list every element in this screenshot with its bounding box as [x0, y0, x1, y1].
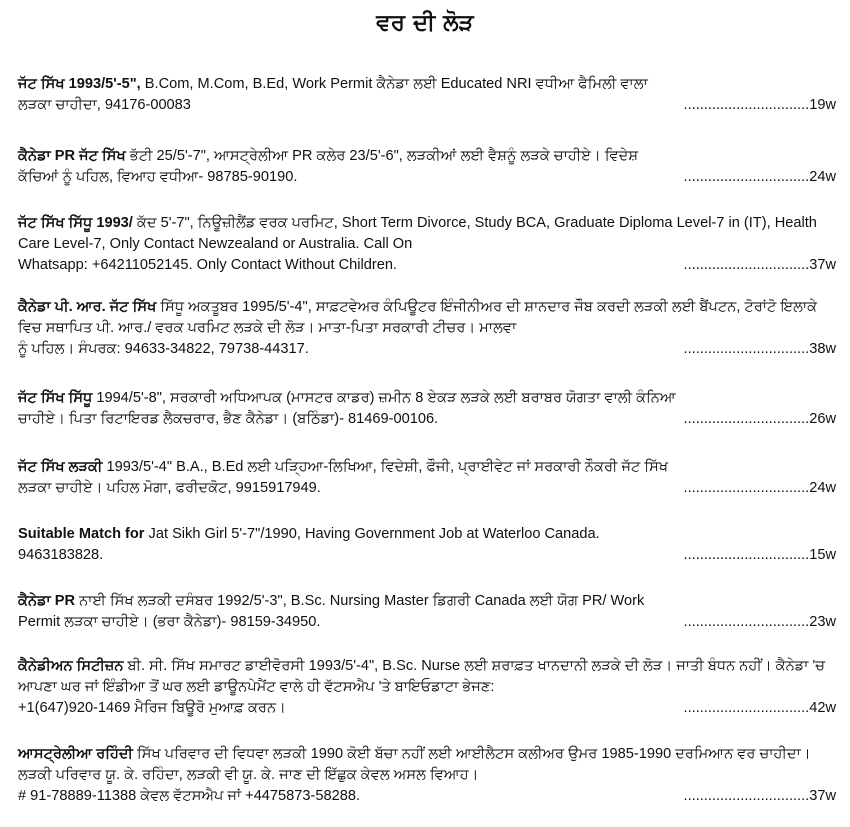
- ad-text: [18, 213, 836, 255]
- ad-contact: ਲੜਕਾ ਚਾਹੀਏ। ਪਹਿਲ ਮੋਗਾ, ਫਰੀਦਕੋਟ, 9915917949.: [18, 480, 321, 496]
- ad-last-line: [18, 478, 836, 499]
- ad-lead: ਜੱਟ ਸਿੱਖ ਸਿੱਧੂ 1993/: [18, 215, 133, 231]
- classified-ad: [18, 744, 836, 807]
- ad-body: ਕੱਦ 5'-7", ਨਿਊਜ਼ੀਲੈਂਡ ਵਰਕ ਪਰਮਿਟ, Short Term Divorce, Study BCA, Graduate Diploma Level-7 in (IT), Health Care Level-7, Only Contact Newzealand or Australia. Call On: [18, 215, 817, 252]
- ad-lead: ਜੱਟ ਸਿੱਖ 1993/5'-5",: [18, 76, 141, 92]
- classified-ad: [18, 591, 836, 633]
- ad-lead: ਆਸਟ੍ਰੇਲੀਆ ਰਹਿੰਦੀ: [18, 746, 133, 762]
- ad-lead: ਕੈਨੇਡੀਅਨ ਸਿਟੀਜ਼ਨ: [18, 658, 124, 674]
- classified-ad: [18, 213, 836, 276]
- ad-text: [18, 524, 836, 545]
- ad-lead: ਕੈਨੇਡਾ PR: [18, 593, 76, 609]
- ad-lead: Suitable Match for: [18, 526, 145, 542]
- ad-code: ...............................37w: [683, 257, 836, 273]
- ad-text: [18, 388, 836, 409]
- ad-code: ...............................38w: [683, 341, 836, 357]
- ad-last-line: [18, 95, 836, 116]
- ad-code: ...............................37w: [683, 788, 836, 804]
- ad-code: ...............................26w: [683, 411, 836, 427]
- ad-last-line: [18, 409, 836, 430]
- classified-ad: [18, 656, 836, 719]
- ad-code: ...............................24w: [683, 480, 836, 496]
- ad-contact: ਚਾਹੀਏ। ਪਿਤਾ ਰਿਟਾਇਰਡ ਲੈਕਚਰਾਰ, ਭੈਣ ਕੈਨੇਡਾ। (ਬਠਿੰਡਾ)- 81469-00106.: [18, 411, 439, 427]
- ad-last-line: [18, 545, 836, 566]
- ad-body: ਸਿੱਖ ਪਰਿਵਾਰ ਦੀ ਵਿਧਵਾ ਲੜਕੀ 1990 ਕੋਈ ਬੱਚਾ ਨਹੀਂ ਲਈ ਆਈਲੈਟਸ ਕਲੀਅਰ ਉਮਰ 1985-1990 ਦਰਮਿਆਨ ਵਰ ਚਾਹੀਦਾ। ਲੜਕੀ ਪਰਿਵਾਰ ਯੂ. ਕੇ. ਰਹਿੰਦਾ, ਲੜਕੀ ਵੀ ਯੂ. ਕੇ. ਜਾਣ ਦੀ ਇੱਛੁਕ ਕੇਵਲ ਅਸਲ ਵਿਆਹ।: [18, 746, 811, 783]
- ad-code: ...............................24w: [683, 169, 836, 185]
- ad-code: ...............................15w: [683, 547, 836, 563]
- ad-body: ਬੀ. ਸੀ. ਸਿੱਖ ਸਮਾਰਟ ਡਾਈਵੋਰਸੀ 1993/5'-4", B.Sc. Nurse ਲਈ ਸ਼ਰਾਫ਼ਤ ਖਾਨਦਾਨੀ ਲੜਕੇ ਦੀ ਲੋੜ। ਜਾਤੀ ਬੰਧਨ ਨਹੀਂ। ਕੈਨੇਡਾ 'ਚ ਆਪਣਾ ਘਰ ਜਾਂ ਇੰਡੀਆ ਤੋਂ ਘਰ ਲਈ ਡਾਊਨਪੇਮੈਂਟ ਵਾਲੇ ਹੀ ਵੱਟਸਐਪ 'ਤੇ ਬਾਇਓਡਾਟਾ ਭੇਜਣ:: [18, 658, 826, 695]
- ad-contact: 9463183828.: [18, 547, 104, 563]
- ad-text: [18, 591, 836, 612]
- ad-text: [18, 656, 836, 698]
- ad-lead: ਕੈਨੇਡਾ ਪੀ. ਆਰ. ਜੱਟ ਸਿੱਖ: [18, 299, 157, 315]
- ad-text: [18, 74, 836, 95]
- ad-body: 1993/5'-4" B.A., B.Ed ਲਈ ਪੜ੍ਹਿਆ-ਲਿਖਿਆ, ਵਿਦੇਸ਼ੀ, ਫੌਜੀ, ਪ੍ਰਾਈਵੇਟ ਜਾਂ ਸਰਕਾਰੀ ਨੌਕਰੀ ਜੱਟ ਸਿੱਖ: [102, 459, 669, 475]
- ad-lead: ਜੱਟ ਸਿੱਖ ਸਿੱਧੂ: [18, 390, 93, 406]
- ad-body: Jat Sikh Girl 5'-7"/1990, Having Government Job at Waterloo Canada.: [144, 526, 600, 542]
- classified-ad: [18, 457, 836, 499]
- ad-body: ਨਾਈ ਸਿੱਖ ਲੜਕੀ ਦਸੰਬਰ 1992/5'-3", B.Sc. Nursing Master ਡਿਗਰੀ Canada ਲਈ ਯੋਗ PR/ Work: [75, 593, 645, 609]
- ad-code: ...............................19w: [683, 97, 836, 113]
- ad-contact: ਨੂੰ ਪਹਿਲ। ਸੰਪਰਕ: 94633-34822, 79738-44317.: [18, 341, 309, 357]
- ad-last-line: [18, 612, 836, 633]
- ad-text: [18, 457, 836, 478]
- ad-lead: ਜੱਟ ਸਿੱਖ ਲੜਕੀ: [18, 459, 103, 475]
- ad-contact: +1(647)920-1469 ਮੈਰਿਜ ਬਿਊਰੋ ਮੁਆਫ਼ ਕਰਨ।: [18, 700, 286, 716]
- classified-ad: [18, 297, 836, 360]
- ad-contact: Whatsapp: +64211052145. Only Contact Without Children.: [18, 257, 397, 273]
- ad-contact: ਕੱਚਿਆਂ ਨੂੰ ਪਹਿਲ, ਵਿਆਹ ਵਧੀਆ- 98785-90190.: [18, 169, 298, 185]
- ad-text: [18, 297, 836, 339]
- ad-last-line: [18, 167, 836, 188]
- ad-last-line: [18, 698, 836, 719]
- ad-code: ...............................42w: [683, 700, 836, 716]
- ad-last-line: [18, 339, 836, 360]
- page-title: ਵਰ ਦੀ ਲੋੜ: [376, 10, 474, 36]
- ad-code: ...............................23w: [683, 614, 836, 630]
- ad-contact: ਲੜਕਾ ਚਾਹੀਦਾ, 94176-00083: [18, 97, 191, 113]
- ad-text: [18, 146, 836, 167]
- classified-ad: [18, 388, 836, 430]
- classified-ad: [18, 74, 836, 116]
- classified-ad: [18, 524, 836, 566]
- ad-body: ਸਿੱਧੂ ਅਕਤੂਬਰ 1995/5'-4", ਸਾਫ਼ਟਵੇਅਰ ਕੰਪਿਊਟਰ ਇੰਜੀਨੀਅਰ ਦੀ ਸ਼ਾਨਦਾਰ ਜੌਬ ਕਰਦੀ ਲੜਕੀ ਲਈ ਬੈਂਪਟਨ, ਟੋਰਾਂਟੋ ਇਲਾਕੇ ਵਿਚ ਸਥਾਪਿਤ ਪੀ. ਆਰ./ ਵਰਕ ਪਰਮਿਟ ਲੜਕੇ ਦੀ ਲੋੜ। ਮਾਤਾ-ਪਿਤਾ ਸਰਕਾਰੀ ਟੀਚਰ। ਮਾਲਵਾ: [18, 299, 818, 336]
- ad-text: [18, 744, 836, 786]
- ad-body: ਭੱਟੀ 25/5'-7", ਆਸਟ੍ਰੇਲੀਆ PR ਕਲੇਰ 23/5'-6", ਲੜਕੀਆਂ ਲਈ ਵੈਸ਼ਨੂੰ ਲੜਕੇ ਚਾਹੀਏ। ਵਿਦੇਸ਼: [125, 148, 639, 164]
- ad-last-line: [18, 786, 836, 807]
- ad-contact: # 91-78889-11388 ਕੇਵਲ ਵੱਟਸਐਪ ਜਾਂ +4475873-58288.: [18, 788, 360, 804]
- ad-last-line: [18, 255, 836, 276]
- ad-lead: ਕੈਨੇਡਾ PR ਜੱਟ ਸਿੱਖ: [18, 148, 126, 164]
- ad-body: 1994/5'-8", ਸਰਕਾਰੀ ਅਧਿਆਪਕ (ਮਾਸਟਰ ਕਾਡਰ) ਜ਼ਮੀਨ 8 ਏਕੜ ਲੜਕੇ ਲਈ ਬਰਾਬਰ ਯੋਗਤਾ ਵਾਲੀ ਕੰਨਿਆ: [92, 390, 676, 406]
- ad-body: B.Com, M.Com, B.Ed, Work Permit ਕੈਨੇਡਾ ਲਈ Educated NRI ਵਧੀਆ ਫੈਮਿਲੀ ਵਾਲਾ: [140, 76, 648, 92]
- ad-contact: Permit ਲੜਕਾ ਚਾਹੀਏ। (ਭਰਾ ਕੈਨੇਡਾ)- 98159-34950.: [18, 614, 321, 630]
- classified-ad: [18, 146, 836, 188]
